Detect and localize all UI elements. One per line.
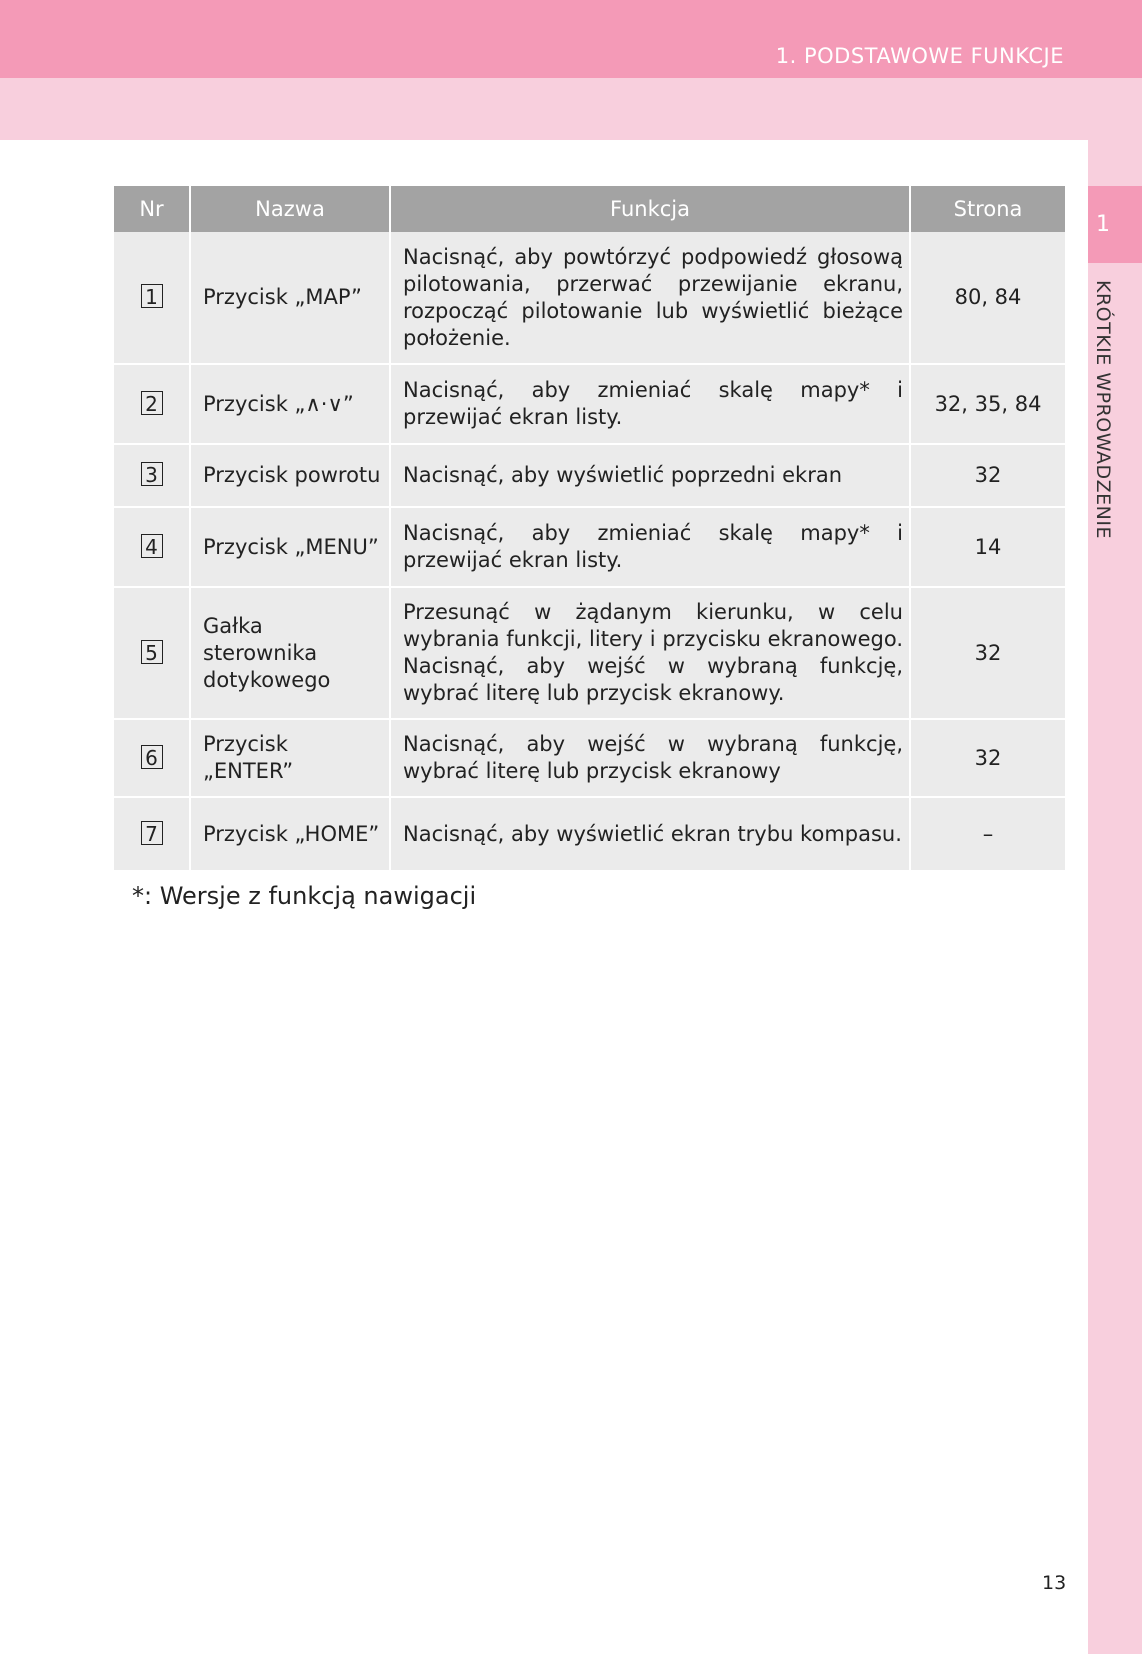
row-page: 32 xyxy=(910,719,1065,797)
row-name: Przycisk „MAP” xyxy=(190,232,390,364)
row-function: Nacisnąć, aby wyświetlić poprzedni ekran xyxy=(390,444,910,507)
row-function: Nacisnąć, aby zmieniać skalę mapy* i przewijać ekran listy. xyxy=(390,364,910,444)
row-number: 5 xyxy=(141,640,163,664)
table-row xyxy=(114,364,1065,444)
chapter-title: KRÓTKIE WPROWADZENIE xyxy=(1092,280,1114,539)
row-page: – xyxy=(910,797,1065,871)
row-number: 4 xyxy=(141,534,163,558)
functions-table xyxy=(114,186,1065,872)
header-subband xyxy=(0,78,1142,140)
table-row xyxy=(114,719,1065,797)
table-row xyxy=(114,232,1065,364)
row-function: Nacisnąć, aby zmieniać skalę mapy* i przewijać ekran listy. xyxy=(390,507,910,587)
table-row xyxy=(114,444,1065,507)
row-name: Gałka sterownika dotykowego xyxy=(190,587,390,719)
row-number: 7 xyxy=(141,821,163,845)
row-page: 32, 35, 84 xyxy=(910,364,1065,444)
row-page: 80, 84 xyxy=(910,232,1065,364)
table-header-row xyxy=(114,186,1065,232)
row-page: 32 xyxy=(910,587,1065,719)
row-name: Przycisk „∧·∨” xyxy=(190,364,390,444)
row-number: 6 xyxy=(141,745,163,769)
page-number: 13 xyxy=(1042,1572,1067,1594)
column-header-page: Strona xyxy=(910,186,1065,232)
column-header-name: Nazwa xyxy=(190,186,390,232)
footnote: *: Wersje z funkcją nawigacji xyxy=(132,882,477,910)
row-name: Przycisk powrotu xyxy=(190,444,390,507)
row-number: 2 xyxy=(141,391,163,415)
row-function: Nacisnąć, aby powtórzyć podpowiedź głosową pilotowania, przerwać przewijanie ekranu, rozpocząć pilotowanie lub wyświetlić bieżące położenie. xyxy=(390,232,910,364)
row-function: Przesunąć w żądanym kierunku, w celu wybrania funkcji, litery i przycisku ekranowego. Nacisnąć, aby wejść w wybraną funkcję, wybrać literę lub przycisk ekranowy. xyxy=(390,587,910,719)
section-title: 1. PODSTAWOWE FUNKCJE xyxy=(775,44,1064,68)
row-function: Nacisnąć, aby wyświetlić ekran trybu kompasu. xyxy=(390,797,910,871)
row-name: Przycisk „HOME” xyxy=(190,797,390,871)
column-header-function: Funkcja xyxy=(390,186,910,232)
row-number: 3 xyxy=(141,462,163,486)
column-header-nr: Nr xyxy=(114,186,190,232)
table-row xyxy=(114,507,1065,587)
row-name: Przycisk „ENTER” xyxy=(190,719,390,797)
row-number: 1 xyxy=(141,284,163,308)
row-page: 32 xyxy=(910,444,1065,507)
table-row xyxy=(114,797,1065,871)
row-function: Nacisnąć, aby wejść w wybraną funkcję, wybrać literę lub przycisk ekranowy xyxy=(390,719,910,797)
chapter-number: 1 xyxy=(1096,212,1110,237)
row-name: Przycisk „MENU” xyxy=(190,507,390,587)
table-row xyxy=(114,587,1065,719)
row-page: 14 xyxy=(910,507,1065,587)
